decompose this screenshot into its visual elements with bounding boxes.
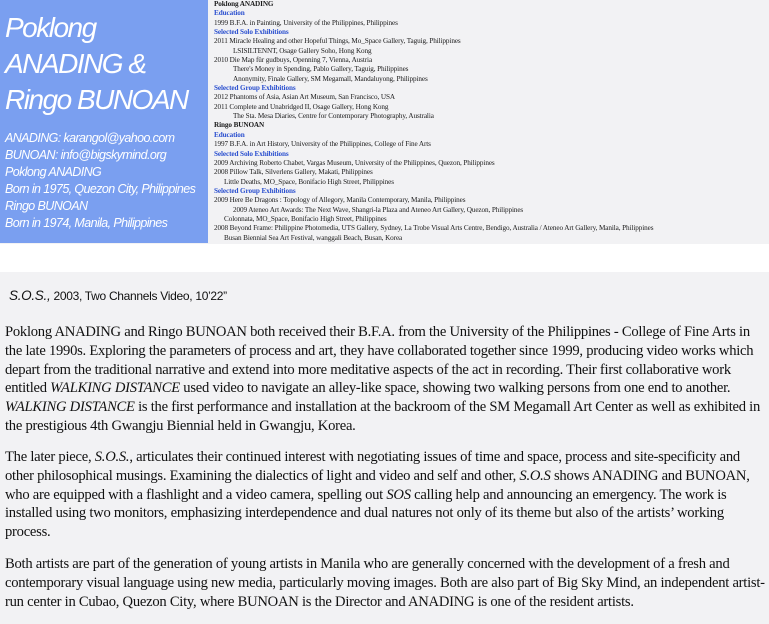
name-line: ANADING & bbox=[5, 48, 146, 79]
cv-section-header: Selected Group Exhibitions bbox=[214, 84, 296, 93]
cv-entry: Little Deaths, MO_Space, Bonifacio High Street, Philippines bbox=[224, 177, 394, 186]
italic-title: S.O.S. bbox=[94, 449, 130, 465]
contact-line: Ringo BUNOAN bbox=[5, 199, 88, 213]
cv-entry: 2009 Here Be Dragons : Topology of Allegory, Manila Contemporary, Manila, Philippines bbox=[214, 196, 466, 205]
artist-names bbox=[5, 10, 188, 118]
cv-section-header: Selected Solo Exhibitions bbox=[214, 28, 289, 37]
cv-section-header: Selected Solo Exhibitions bbox=[214, 149, 289, 158]
cv-entry: 2010 Die Map für gudbuys, Openning 7, Vienna, Austria bbox=[214, 56, 373, 65]
cv-entry: 2009 Archiving Roberto Chabet, Vargas Museum, University of the Philippines, Quezon, Philippines bbox=[214, 158, 495, 167]
text-run: Both artists are part of the generation of young artists in Manila who are generally concerned with the development of a fresh and contemporary visual language using new media, particularly moving images. Both are also part of Big Sky Mind, an independent artist-run center in Cubao, Quezon City, where BUNOAN is the Director and ANADING is one of the resident artists. bbox=[5, 556, 765, 610]
cv-artist-name: Ringo BUNOAN bbox=[214, 121, 265, 130]
cv-section-header: Education bbox=[214, 130, 245, 139]
contact-anading-email: ANADING: karangol@yahoo.com bbox=[5, 131, 175, 145]
cv-entry: There's Money in Spending, Pablo Gallery, Taguig, Philippines bbox=[233, 65, 409, 74]
artist-info-box bbox=[0, 0, 208, 243]
cv-entry: 2008 Beyond Frame: Philippine Photomedia, UTS Gallery, Sydney, La Trobe Visual Arts Centre, Bendigo, Australia / Ateneo Art Gallery, Manila, Philippines bbox=[214, 224, 654, 233]
italic-title: WALKING DISTANCE bbox=[5, 399, 135, 416]
cv-entry: The Sta. Mesa Diaries, Centre for Contemporary Photography, Australia bbox=[233, 112, 434, 121]
contact-line: Poklong ANADING bbox=[5, 165, 102, 179]
italic-title: SOS bbox=[386, 486, 411, 503]
cv-entry: Anonymity, Finale Gallery, SM Megamall, Mandaluyong, Philippines bbox=[233, 74, 428, 83]
work-title: S.O.S., bbox=[9, 288, 51, 303]
paragraph-1 bbox=[5, 323, 765, 436]
cv-entry: 2009 Ateneo Art Awards: The Next Wave, Shangri-la Plaza and Ateneo Art Gallery, Quezon, Philippines bbox=[233, 205, 524, 214]
work-details: 2003, Two Channels Video, 10’22” bbox=[50, 289, 227, 303]
text-run: , articulates their continued interest with negotiating issues of time and space, process and site-specificity and other philosophical musings. Examining the dialectics of light and video and self and other, bbox=[5, 449, 740, 484]
divider-band bbox=[0, 244, 769, 272]
italic-title: S.O.S bbox=[519, 467, 551, 484]
cv-section-header: Selected Group Exhibitions bbox=[214, 186, 296, 195]
text-run: used video to navigate an alley-like space, showing two walking persons from one end to another. bbox=[179, 380, 731, 397]
text-run: Poklong ANADING and Ringo BUNOAN both received their B.F.A. from the University of the Philippines - College of Fine Arts in the late 1990s. Exploring the parameters of process and art, they have collaborated together since 1999, producing video works which depart from the traditional narrative and extend into more meditative aspects of the act in recording. Their first collaborative work entitled bbox=[5, 324, 754, 397]
name-line: Ringo BUNOAN bbox=[5, 84, 188, 115]
work-caption bbox=[9, 288, 227, 303]
contact-line: Born in 1975, Quezon City, Philippines bbox=[5, 182, 196, 196]
text-run: calling help and announcing an emergency. The work is installed using two monitors, emphasizing interdependence and dual natures not only of its theme but also of the artists’ working process. bbox=[5, 486, 727, 541]
cv-entry: 2011 Miracle Healing and other Hopeful Things, Mo_Space Gallery, Taguig, Philippines bbox=[214, 37, 461, 46]
text-run: The later piece, bbox=[5, 449, 95, 465]
paragraph-2 bbox=[5, 448, 765, 542]
cv-entry: 1997 B.F.A. in Art History, University of the Philippines, College of Fine Arts bbox=[214, 140, 431, 149]
italic-title: WALKING DISTANCE bbox=[50, 380, 180, 397]
cv-entry: LSISILTENNT, Osage Gallery Soho, Hong Kong bbox=[233, 46, 372, 55]
cv-list bbox=[214, 0, 766, 243]
text-run: is the first performance and installation at the backroom of the SM Megamall Art Center as well as exhibited in the prestigious 4th Gwangju Biennial held in Gwangju, Korea. bbox=[5, 399, 761, 434]
cv-entry: 1999 B.F.A. in Painting, University of the Philippines, Philippines bbox=[214, 18, 398, 27]
cv-section-header: Education bbox=[214, 9, 245, 18]
cv-entry: 2012 Phantoms of Asia, Asian Art Museum, San Francisco, USA bbox=[214, 93, 395, 102]
artist-contacts bbox=[5, 130, 195, 232]
text-run: shows ANADING and BUNOAN, who are equipped with a flashlight and a video camera, spelling out bbox=[5, 467, 750, 503]
contact-bunoan-email: BUNOAN: info@bigskymind.org bbox=[5, 148, 167, 162]
cv-entry: 2011 Complete and Unabridged II, Osage Gallery, Hong Kong bbox=[214, 102, 389, 111]
cv-entry: 2008 Pillow Talk, Silverlens Gallery, Makati, Philippines bbox=[214, 168, 373, 177]
cv-entry: Busan Biennial Sea Art Festival, wanggali Beach, Busan, Korea bbox=[224, 233, 403, 242]
cv-entry: Colonnata, MO_Space, Bonifacio High Street, Philippines bbox=[224, 214, 387, 223]
name-line: Poklong bbox=[5, 12, 96, 43]
cv-artist-name: Poklong ANADING bbox=[214, 0, 274, 8]
contact-line: Born in 1974, Manila, Philippines bbox=[5, 216, 168, 230]
paragraph-3 bbox=[5, 555, 765, 611]
